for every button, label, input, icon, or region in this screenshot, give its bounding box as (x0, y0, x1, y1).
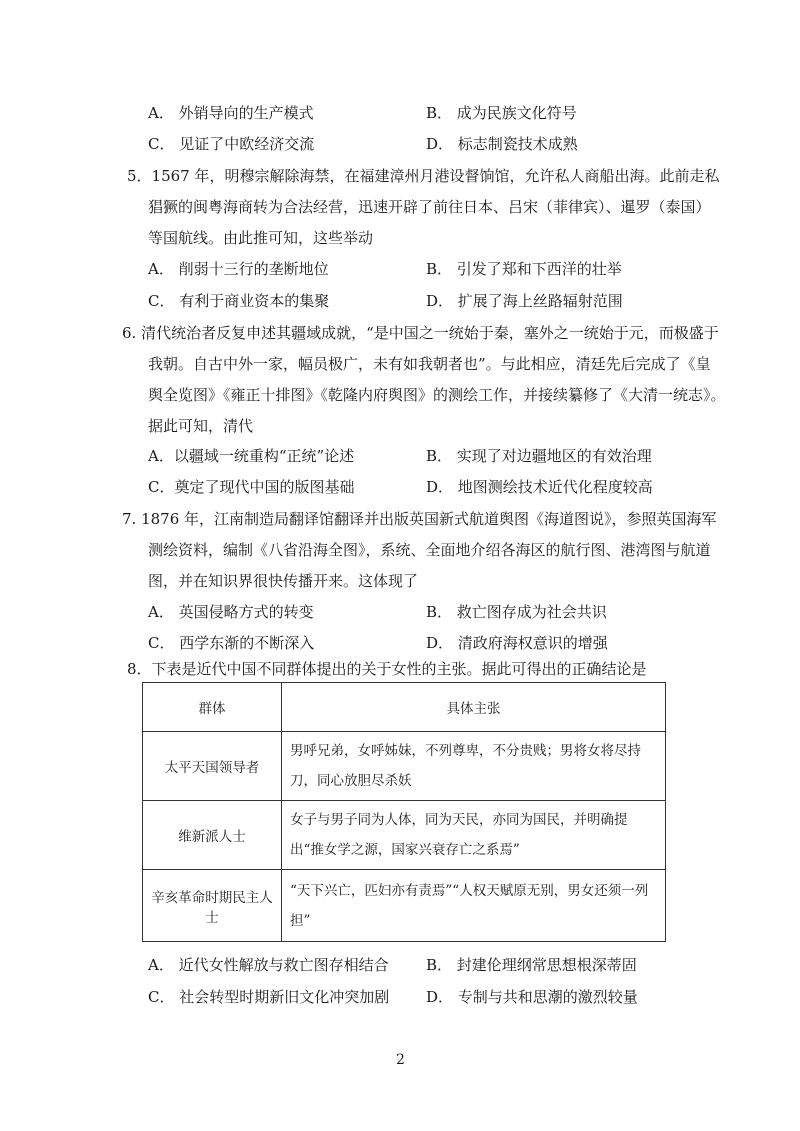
row-claim: “天下兴亡，匹妇亦有责焉”“人权天赋原无别，男女还须一列担” (282, 870, 666, 942)
q7-stem-line3: 图，并在知识界很快传播开来。这体现了 (148, 572, 419, 590)
page-number: 2 (396, 1052, 405, 1068)
q7-option-d: D． 清政府海权意识的增强 (426, 634, 608, 652)
table-header-row (143, 683, 666, 732)
q8-option-c: C． 社会转型时期新旧文化冲突加剧 (148, 988, 390, 1006)
q7-option-a: A． 英国侵略方式的转变 (148, 603, 314, 621)
q6-option-b: B． 实现了对边疆地区的有效治理 (426, 447, 652, 465)
header-claim: 具体主张 (282, 683, 666, 732)
q5-stem-line1: 5．1567 年，明穆宗解除海禁，在福建漳州月港设督饷馆，允许私人商船出海。此前走私 (127, 167, 720, 185)
q6-stem-line2: 我朝。自古中外一家，幅员极广，未有如我朝者也”。与此相应，清廷先后完成了《皇 (148, 355, 711, 373)
q5-option-d: D． 扩展了海上丝路辐射范围 (426, 292, 623, 310)
q6-option-d: D． 地图测绘技术近代化程度较高 (426, 478, 653, 496)
q6-stem-line3: 舆全览图》《雍正十排图》《乾隆内府舆图》的测绘工作，并接续纂修了《大清一统志》。 (148, 386, 726, 404)
table-row (143, 732, 666, 801)
q8-option-d: D． 专制与共和思潮的激烈较量 (426, 988, 638, 1006)
q4-option-c: C． 见证了中欧经济交流 (148, 135, 315, 153)
q5-stem-line2: 猖獗的闽粤海商转为合法经营，迅速开辟了前往日本、吕宋（菲律宾）、暹罗（泰国） (148, 198, 711, 216)
row-group: 维新派人士 (143, 801, 282, 870)
q7-stem-line1: 7. 1876 年，江南制造局翻译馆翻译并出版英国新式航道舆图《海道图说》，参照英国海军 (122, 510, 717, 528)
q5-stem-line3: 等国航线。由此推可知，这些举动 (148, 229, 374, 247)
q7-option-c: C． 西学东渐的不断深入 (148, 634, 315, 652)
q5-option-b: B． 引发了郑和下西洋的壮举 (426, 260, 622, 278)
q7-option-b: B． 救亡图存成为社会共识 (426, 603, 607, 621)
table-row (143, 870, 666, 942)
row-group: 太平天国领导者 (143, 732, 282, 801)
header-group: 群体 (143, 683, 282, 732)
row-claim: 男呼兄弟，女呼姊妹，不列尊卑，不分贵贱；男将女将尽持刀，同心放胆尽杀妖 (282, 732, 666, 801)
q4-option-d: D． 标志制瓷技术成熟 (426, 135, 578, 153)
q6-option-a: A．以疆域一统重构“正统”论述 (148, 447, 355, 465)
q6-option-c: C．奠定了现代中国的版图基础 (148, 478, 355, 496)
row-claim: 女子与男子同为人体，同为天民，亦同为国民，并明确提出“推女学之源，国家兴衰存亡之系焉” (282, 801, 666, 870)
q8-option-a: A． 近代女性解放与救亡图存相结合 (148, 956, 389, 974)
q5-option-c: C． 有利于商业资本的集聚 (148, 292, 330, 310)
q6-stem-line4: 据此可知，清代 (148, 417, 254, 435)
women-claims-table (142, 682, 666, 942)
q4-option-a: A． 外销导向的生产模式 (148, 104, 314, 122)
q8-option-b: B． 封建伦理纲常思想根深蒂固 (426, 956, 637, 974)
q4-option-b: B． 成为民族文化符号 (426, 104, 577, 122)
row-group: 辛亥革命时期民主人士 (143, 870, 282, 942)
q5-option-a: A． 削弱十三行的垄断地位 (148, 260, 329, 278)
q8-stem: 8．下表是近代中国不同群体提出的关于女性的主张。据此可得出的正确结论是 (127, 660, 647, 678)
table-row (143, 801, 666, 870)
q7-stem-line2: 测绘资料，编制《八省沿海全图》，系统、全面地介绍各海区的航行图、港湾图与航道 (148, 541, 711, 559)
q6-stem-line1: 6. 清代统治者反复申述其疆域成就，“是中国之一统始于秦，塞外之一统始于元，而极盛于 (122, 324, 719, 342)
